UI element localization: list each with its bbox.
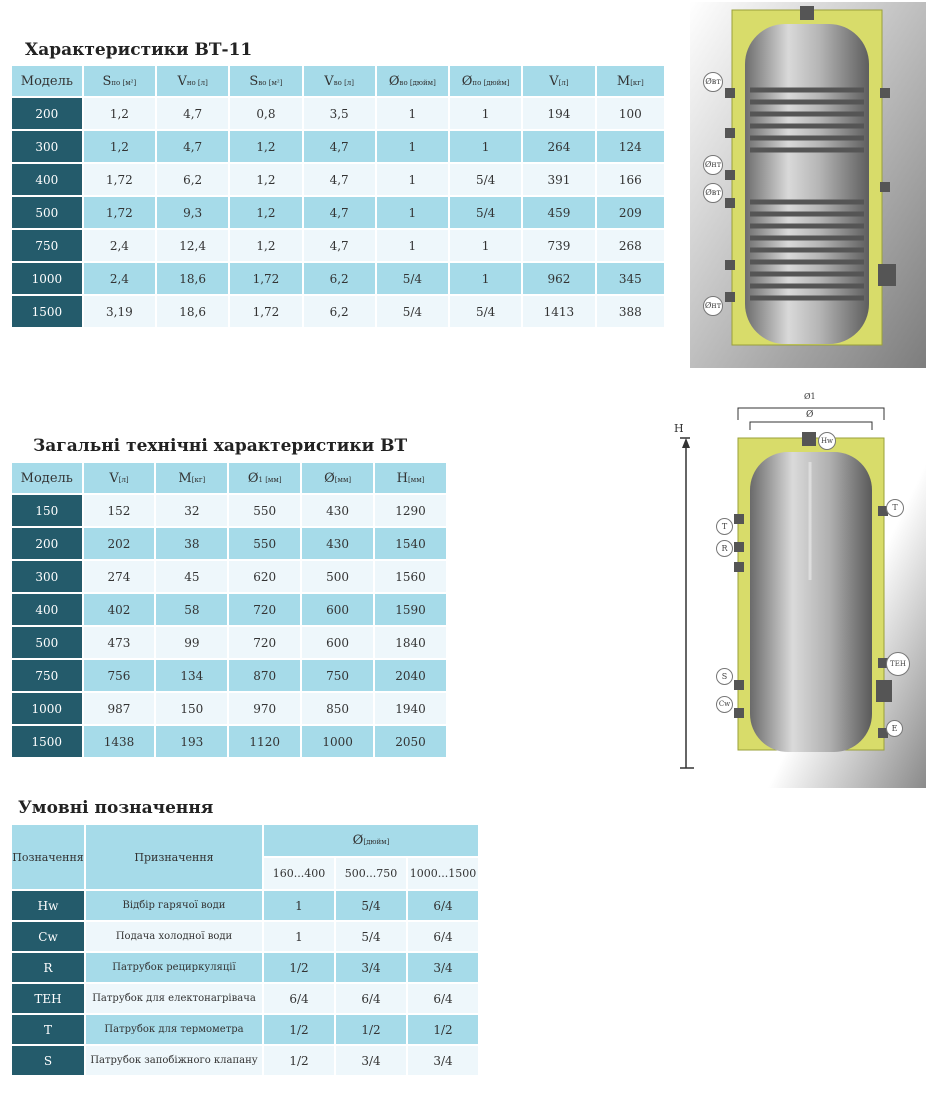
- table3-title: Умовні позначення: [18, 798, 214, 818]
- value-cell: 1,72: [230, 296, 301, 327]
- purpose-cell: Патрубок запобіжного клапану: [86, 1046, 262, 1075]
- value-cell: 5/4: [377, 296, 448, 327]
- model-cell: 300: [12, 561, 82, 592]
- value-cell: 1: [377, 131, 448, 162]
- value-cell: 5/4: [450, 296, 521, 327]
- value-cell: 166: [597, 164, 664, 195]
- value-cell: 1/2: [264, 1015, 334, 1044]
- model-cell: 300: [12, 131, 82, 162]
- header-main: Ø: [388, 73, 400, 89]
- table-row: [12, 891, 478, 920]
- value-cell: 100: [597, 98, 664, 129]
- value-cell: 600: [302, 627, 373, 658]
- range-header: 500...750: [336, 858, 406, 889]
- header-unit: во [л]: [333, 78, 354, 87]
- column-header: [302, 463, 373, 493]
- header-diameter: [264, 825, 478, 856]
- purpose-cell: Патрубок для термометра: [86, 1015, 262, 1044]
- value-cell: 38: [156, 528, 227, 559]
- value-cell: 18,6: [157, 263, 228, 294]
- header-designation: Позначення: [12, 825, 84, 889]
- value-cell: 500: [302, 561, 373, 592]
- value-cell: 2,4: [84, 263, 155, 294]
- header-main: S: [102, 73, 112, 89]
- model-cell: 400: [12, 164, 82, 195]
- value-cell: 970: [229, 693, 300, 724]
- value-cell: 209: [597, 197, 664, 228]
- table-row: [12, 726, 446, 757]
- table2-title: Загальні технічні характеристики ВТ: [33, 436, 408, 456]
- label-s: S: [716, 668, 733, 685]
- value-cell: 6/4: [336, 984, 406, 1013]
- value-cell: 4,7: [157, 98, 228, 129]
- label-t-left: T: [716, 518, 733, 535]
- header-main: Ø: [461, 73, 473, 89]
- column-header: [597, 66, 664, 96]
- value-cell: 720: [229, 594, 300, 625]
- value-cell: 6/4: [408, 922, 478, 951]
- value-cell: 6/4: [264, 984, 334, 1013]
- value-cell: 1,2: [230, 131, 301, 162]
- column-header: [230, 66, 301, 96]
- model-cell: 500: [12, 197, 82, 228]
- designation-cell: Hw: [12, 891, 84, 920]
- value-cell: 2,4: [84, 230, 155, 261]
- value-cell: 750: [302, 660, 373, 691]
- label-d1: Ø1: [804, 392, 816, 401]
- value-cell: 550: [229, 528, 300, 559]
- header-main: M: [178, 470, 192, 486]
- header-row: [12, 463, 446, 493]
- model-cell: 200: [12, 98, 82, 129]
- value-cell: 1/2: [336, 1015, 406, 1044]
- column-header: [377, 66, 448, 96]
- value-cell: 2040: [375, 660, 446, 691]
- model-cell: 150: [12, 495, 82, 526]
- value-cell: 756: [84, 660, 155, 691]
- value-cell: 1: [377, 230, 448, 261]
- value-cell: 345: [597, 263, 664, 294]
- column-header: [523, 66, 594, 96]
- value-cell: 1413: [523, 296, 594, 327]
- value-cell: 4,7: [304, 164, 375, 195]
- header-unit: во [дюйм]: [399, 78, 436, 87]
- range-header: 160...400: [264, 858, 334, 889]
- column-header: [12, 463, 82, 493]
- designation-cell: S: [12, 1046, 84, 1075]
- table-row: [12, 984, 478, 1013]
- label-d-nt-1: Øнт: [703, 155, 723, 175]
- value-cell: 1/2: [264, 953, 334, 982]
- header-unit: [дюйм]: [363, 838, 390, 846]
- label-r: R: [716, 540, 733, 557]
- table-row: [12, 1015, 478, 1044]
- table-row: [12, 1046, 478, 1075]
- header-unit: [кг]: [191, 475, 206, 484]
- column-header: [156, 463, 227, 493]
- table-bt11: [10, 64, 666, 329]
- value-cell: 58: [156, 594, 227, 625]
- value-cell: 473: [84, 627, 155, 658]
- value-cell: 600: [302, 594, 373, 625]
- value-cell: 5/4: [336, 922, 406, 951]
- value-cell: 550: [229, 495, 300, 526]
- value-cell: 1,2: [230, 230, 301, 261]
- header-main: Модель: [20, 470, 73, 486]
- value-cell: 1,2: [84, 98, 155, 129]
- header-main: V: [109, 470, 119, 486]
- value-cell: 6/4: [408, 984, 478, 1013]
- range-header: 1000...1500: [408, 858, 478, 889]
- value-cell: 1290: [375, 495, 446, 526]
- value-cell: 391: [523, 164, 594, 195]
- header-unit: по [м²]: [111, 78, 137, 87]
- value-cell: 3,5: [304, 98, 375, 129]
- value-cell: 1,2: [230, 164, 301, 195]
- value-cell: 202: [84, 528, 155, 559]
- value-cell: 1: [450, 131, 521, 162]
- purpose-cell: Подача холодної води: [86, 922, 262, 951]
- value-cell: 870: [229, 660, 300, 691]
- label-e: E: [886, 720, 903, 737]
- label-d-vt-2: Øвт: [703, 183, 723, 203]
- value-cell: 2050: [375, 726, 446, 757]
- label-cw: Cw: [716, 696, 733, 713]
- value-cell: 99: [156, 627, 227, 658]
- label-d-nt-2: Øнт: [703, 296, 723, 316]
- value-cell: 6/4: [408, 891, 478, 920]
- value-cell: 1,2: [230, 197, 301, 228]
- table-row: [12, 660, 446, 691]
- value-cell: 1: [264, 891, 334, 920]
- table-row: [12, 296, 664, 327]
- header-main: Ø: [352, 833, 364, 848]
- model-cell: 500: [12, 627, 82, 658]
- designation-cell: T: [12, 1015, 84, 1044]
- value-cell: 1: [377, 164, 448, 195]
- value-cell: 4,7: [304, 197, 375, 228]
- header-unit: [л]: [118, 475, 129, 484]
- label-hw: Hw: [818, 432, 836, 450]
- header-unit: [мм]: [408, 475, 425, 484]
- value-cell: 6,2: [304, 296, 375, 327]
- value-cell: 1: [450, 98, 521, 129]
- value-cell: 1590: [375, 594, 446, 625]
- header-main: V: [549, 73, 559, 89]
- model-cell: 1500: [12, 296, 82, 327]
- value-cell: 0,8: [230, 98, 301, 129]
- value-cell: 402: [84, 594, 155, 625]
- table1-title: Характеристики ВТ-11: [25, 40, 253, 60]
- designation-cell: ТЕН: [12, 984, 84, 1013]
- table-row: [12, 561, 446, 592]
- header-main: M: [616, 73, 631, 89]
- value-cell: 3,19: [84, 296, 155, 327]
- value-cell: 1,72: [84, 197, 155, 228]
- table-row: [12, 197, 664, 228]
- header-main: S: [249, 73, 259, 89]
- value-cell: 1: [377, 197, 448, 228]
- value-cell: 150: [156, 693, 227, 724]
- column-header: [84, 66, 155, 96]
- value-cell: 1940: [375, 693, 446, 724]
- value-cell: 620: [229, 561, 300, 592]
- label-d: Ø: [806, 410, 814, 420]
- column-header: [304, 66, 375, 96]
- label-t-right: T: [886, 499, 904, 517]
- label-d-vt-1: Øвт: [703, 72, 723, 92]
- value-cell: 1,2: [84, 131, 155, 162]
- label-h: H: [674, 422, 684, 435]
- boiler-coil-image: [690, 2, 926, 368]
- value-cell: 3/4: [336, 1046, 406, 1075]
- model-cell: 1500: [12, 726, 82, 757]
- value-cell: 5/4: [377, 263, 448, 294]
- header-main: V: [177, 73, 187, 89]
- designation-cell: Cw: [12, 922, 84, 951]
- value-cell: 193: [156, 726, 227, 757]
- value-cell: 3/4: [408, 953, 478, 982]
- value-cell: 5/4: [450, 197, 521, 228]
- table-row: [12, 131, 664, 162]
- header-unit: [мм]: [334, 475, 352, 484]
- header-unit: по [дюйм]: [472, 78, 510, 87]
- value-cell: 4,7: [304, 230, 375, 261]
- header-main: Ø: [324, 470, 335, 486]
- value-cell: 18,6: [157, 296, 228, 327]
- value-cell: 1/2: [408, 1015, 478, 1044]
- column-header: [12, 66, 82, 96]
- value-cell: 962: [523, 263, 594, 294]
- value-cell: 1/2: [264, 1046, 334, 1075]
- value-cell: 1840: [375, 627, 446, 658]
- value-cell: 739: [523, 230, 594, 261]
- value-cell: 32: [156, 495, 227, 526]
- value-cell: 1560: [375, 561, 446, 592]
- header-purpose: Призначення: [86, 825, 262, 889]
- model-cell: 400: [12, 594, 82, 625]
- header-unit: но [л]: [186, 78, 208, 87]
- header-row: [12, 825, 478, 856]
- value-cell: 850: [302, 693, 373, 724]
- table-row: [12, 693, 446, 724]
- table-row: [12, 594, 446, 625]
- value-cell: 1540: [375, 528, 446, 559]
- value-cell: 152: [84, 495, 155, 526]
- table-row: [12, 164, 664, 195]
- model-cell: 1000: [12, 693, 82, 724]
- purpose-cell: Патрубок рециркуляції: [86, 953, 262, 982]
- value-cell: 3/4: [408, 1046, 478, 1075]
- header-unit: во [м²]: [258, 78, 283, 87]
- table-bt-general: [10, 461, 448, 759]
- value-cell: 1: [264, 922, 334, 951]
- purpose-cell: Патрубок для електонагрівача: [86, 984, 262, 1013]
- model-cell: 200: [12, 528, 82, 559]
- column-header: [229, 463, 300, 493]
- value-cell: 12,4: [157, 230, 228, 261]
- column-header: [84, 463, 155, 493]
- header-main: V: [324, 73, 334, 89]
- model-cell: 750: [12, 230, 82, 261]
- value-cell: 459: [523, 197, 594, 228]
- table-row: [12, 495, 446, 526]
- table-row: [12, 263, 664, 294]
- value-cell: 6,2: [304, 263, 375, 294]
- table-legend: [10, 823, 480, 1077]
- header-unit: [кг]: [630, 78, 644, 87]
- value-cell: 1,72: [84, 164, 155, 195]
- value-cell: 194: [523, 98, 594, 129]
- column-header: [375, 463, 446, 493]
- value-cell: 4,7: [157, 131, 228, 162]
- value-cell: 5/4: [336, 891, 406, 920]
- table-row: [12, 953, 478, 982]
- value-cell: 9,3: [157, 197, 228, 228]
- header-unit: 1 [мм]: [258, 475, 282, 484]
- model-cell: 750: [12, 660, 82, 691]
- column-header: [157, 66, 228, 96]
- value-cell: 274: [84, 561, 155, 592]
- header-main: H: [396, 470, 409, 486]
- value-cell: 1: [450, 230, 521, 261]
- label-ten: ТЕН: [886, 652, 910, 676]
- header-main: Модель: [20, 73, 73, 89]
- header-main: Ø: [247, 470, 259, 486]
- value-cell: 1: [377, 98, 448, 129]
- value-cell: 388: [597, 296, 664, 327]
- value-cell: 430: [302, 495, 373, 526]
- value-cell: 1438: [84, 726, 155, 757]
- designation-cell: R: [12, 953, 84, 982]
- value-cell: 4,7: [304, 131, 375, 162]
- value-cell: 3/4: [336, 953, 406, 982]
- value-cell: 1120: [229, 726, 300, 757]
- table-row: [12, 98, 664, 129]
- table-row: [12, 528, 446, 559]
- value-cell: 720: [229, 627, 300, 658]
- value-cell: 987: [84, 693, 155, 724]
- purpose-cell: Відбір гарячої води: [86, 891, 262, 920]
- value-cell: 124: [597, 131, 664, 162]
- value-cell: 1: [450, 263, 521, 294]
- value-cell: 5/4: [450, 164, 521, 195]
- value-cell: 134: [156, 660, 227, 691]
- model-cell: 1000: [12, 263, 82, 294]
- column-header: [450, 66, 521, 96]
- header-unit: [л]: [558, 78, 569, 87]
- value-cell: 45: [156, 561, 227, 592]
- table-row: [12, 627, 446, 658]
- table-row: [12, 922, 478, 951]
- boiler-dimensions-image: [668, 382, 926, 788]
- header-row: [12, 66, 664, 96]
- value-cell: 1000: [302, 726, 373, 757]
- value-cell: 6,2: [157, 164, 228, 195]
- value-cell: 430: [302, 528, 373, 559]
- table-row: [12, 230, 664, 261]
- value-cell: 268: [597, 230, 664, 261]
- value-cell: 264: [523, 131, 594, 162]
- value-cell: 1,72: [230, 263, 301, 294]
